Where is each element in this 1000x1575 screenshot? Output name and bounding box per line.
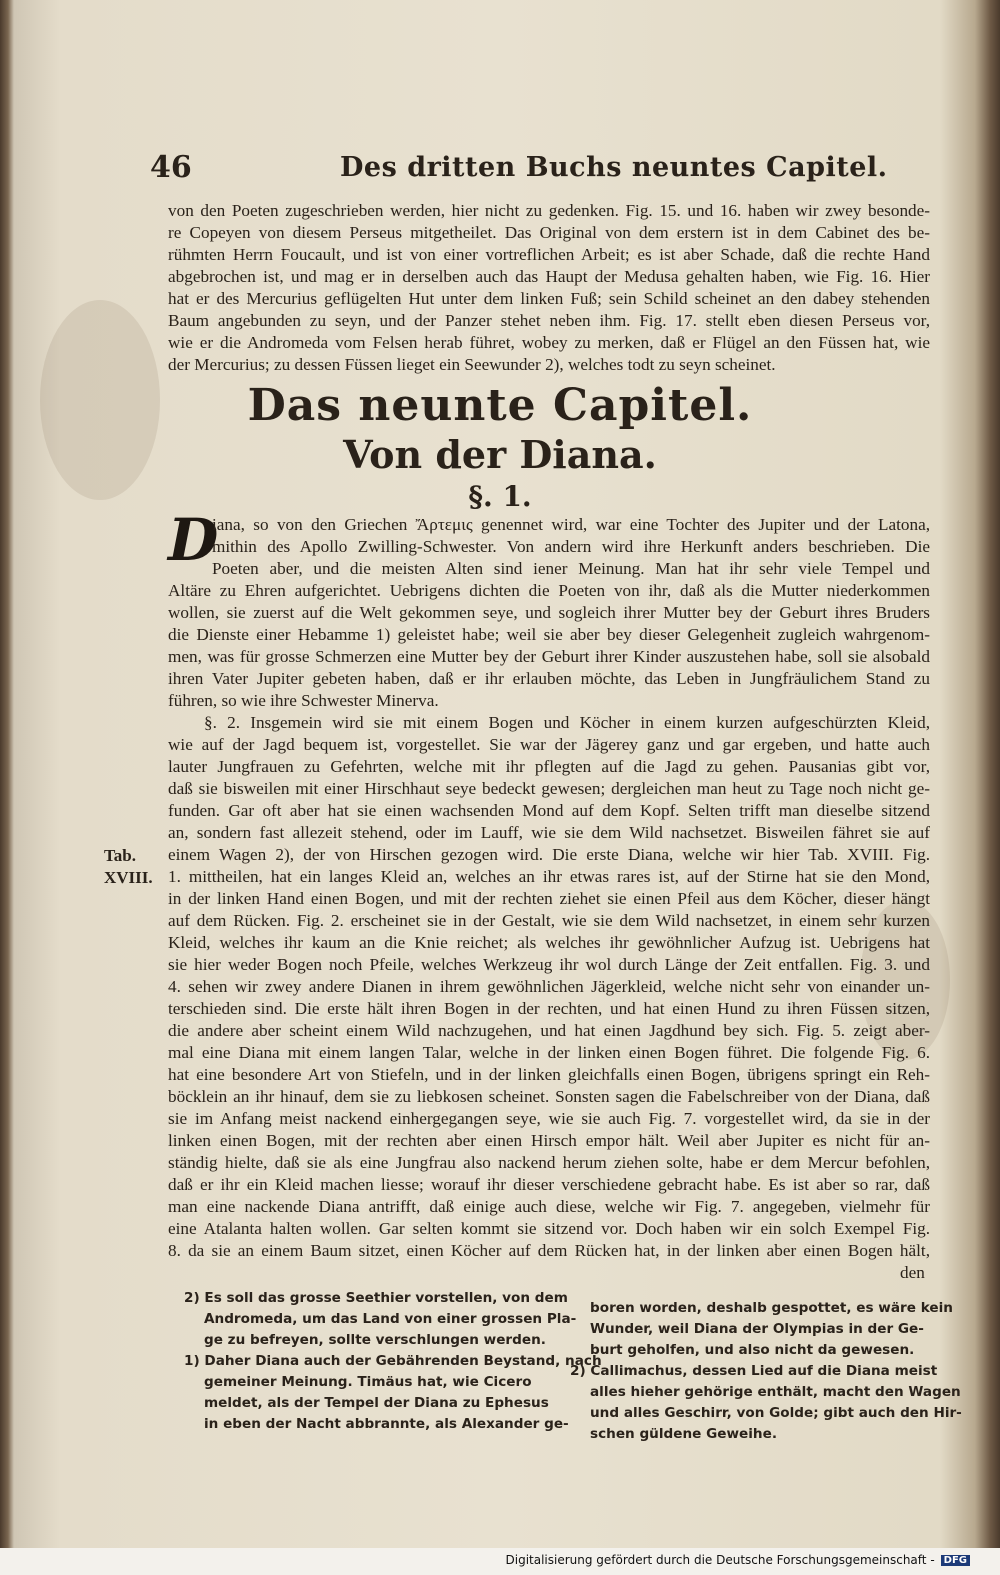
text-line: böcklein an ihr hinauf, dem sie zu liebkosen scheinet. Sonsten sagen die Fabelschreiber von der Diana, daß <box>168 1087 930 1106</box>
footnote-line: boren worden, deshalb gespottet, es wäre kein <box>590 1300 953 1316</box>
text-line: men, was für grosse Schmerzen eine Mutter bey der Geburt ihrer Kinder auszustehen habe, soll sie alsobald <box>168 647 930 666</box>
text-line: wollen, sie zuerst auf die Welt gekommen seye, und sogleich ihrer Mutter bey der Geburt ihres Bruders <box>168 603 930 622</box>
footnote-line: gemeiner Meinung. Timäus hat, wie Cicero <box>204 1374 532 1390</box>
text-line: linken einen Bogen, mit der rechten aber einen Hirsch empor hält. Weil aber Jupiter es nicht für an- <box>168 1131 930 1150</box>
page-number: 46 <box>150 150 192 185</box>
text-line: Kleid, welches ihr kaum an die Knie reichet; als welches ihr gewöhnlicher Aufzug ist. Uebrigens hat <box>168 933 930 952</box>
text-line: mithin des Apollo Zwilling-Schwester. Von andern wird ihre Herkunft anders beschrieben. Die <box>212 537 930 556</box>
text-line: ihren Vater Jupiter gebeten haben, daß er ihr erlauben möchte, das Leben in Jungfräulichem Stand zu <box>168 669 930 688</box>
page-header <box>150 150 940 194</box>
text-line: hat eine besondere Art von Stiefeln, und in der linken gleichfalls einen Bogen, übrigens springt ein Reh- <box>168 1065 930 1084</box>
text-line: rühmten Herrn Foucault, und ist von einer vortreflichen Arbeit; es ist aber Schade, daß die rechte Hand <box>168 245 930 264</box>
text-line: funden. Gar oft aber hat sie einen wachsenden Mond auf dem Kopf. Selten trifft man dieselbe sitzend <box>168 801 930 820</box>
text-line: re Copeyen von diesem Perseus mitgetheilet. Das Original von dem erstern ist in dem Cabinet des be- <box>168 223 930 242</box>
text-line: man eine nackende Diana antrifft, daß einige auch diese, welche wir Fig. 7. angegeben, vielmehr für <box>168 1197 930 1216</box>
digitization-credit-bar <box>0 1548 1000 1575</box>
text-line: die Dienste einer Hebamme 1) geleistet habe; weil sie aber bey dieser Gelegenheit zugleich wahrgenom- <box>168 625 930 644</box>
text-line: Baum angebunden zu seyn, und der Panzer stehet neben ihm. Fig. 17. stellt eben diesen Perseus vor, <box>168 311 930 330</box>
text-line: terschieden sind. Die erste hält ihren Bogen in der rechten, und hat einen Hund zu ihren Füssen sitzen, <box>168 999 930 1018</box>
footnote-line: alles hieher gehörige enthält, macht den Wagen <box>590 1384 961 1400</box>
text-line: wie er die Andromeda vom Felsen herab führet, wobey zu merken, daß er Flügel an den Füssen hat, wie <box>168 333 930 352</box>
text-line: sie im Anfang meist nackend einhergegangen seye, wie sie auch Fig. 7. vorgestellet wird, da sie in der <box>168 1109 930 1128</box>
text-line: der Mercurius; zu dessen Füssen lieget ein Seewunder 2), welches todt zu seyn scheinet. <box>168 355 776 374</box>
digitization-credit <box>506 1553 971 1567</box>
text-line: in der linken Hand einen Bogen, und mit der rechten ziehet sie einen Pfeil aus dem Köcher, dieser hängt <box>168 889 930 908</box>
drop-cap: D <box>168 506 219 574</box>
footnote-line: 1) Daher Diana auch der Gebährenden Beystand, nach <box>184 1353 602 1369</box>
footnote-line: schen güldene Geweihe. <box>590 1426 777 1442</box>
margin-note-tab: Tab. <box>104 846 136 865</box>
text-line: Poeten aber, und die meisten Alten sind iener Meinung. Man hat ihr sehr viele Tempel und <box>212 559 930 578</box>
text-line: ständig hielte, daß sie als eine Jungfrau also nackend herum ziehen solte, habe er dem Mercur befohlen, <box>168 1153 930 1172</box>
chapter-title: Das neunte Capitel. <box>247 380 753 431</box>
text-line: die andere aber scheint einem Wild nachzugehen, und hat einen Jagdhund bey sich. Fig. 5. zeigt aber- <box>168 1021 930 1040</box>
section-mark: §. 1. <box>468 480 532 513</box>
text-line: iana, so von den Griechen Ἄρτεμις genennet wird, war eine Tochter des Jupiter und der Latona, <box>212 515 930 534</box>
text-line: wie auf der Jagd bequem ist, vorgestellet. Sie war der Jägerey ganz und gar ergeben, und hatte auch <box>168 735 930 754</box>
footnote-line: in eben der Nacht abbrannte, als Alexander ge- <box>204 1416 569 1432</box>
text-line: lauter Jungfrauen zu Gefehrten, welche mit ihr pflegten auf die Jagd zu gehen. Pausanias gibt vor, <box>168 757 930 776</box>
chapter-subtitle: Von der Diana. <box>343 432 657 477</box>
text-line: an, sondern fast allezeit stehend, oder im Lauff, wie sie dem Wild nachsetzet. Bisweilen fähret sie auf <box>168 823 930 842</box>
text-line: daß er ihr ein Kleid machen liesse; worauf ihr dieser verschiedene gebracht habe. Es ist aber so rar, daß <box>168 1175 930 1194</box>
text-line: sie hier weder Bogen noch Pfeile, welches Werkzeug ihr wol durch Länge der Zeit entfallen. Fig. 3. und <box>168 955 930 974</box>
footnote-line: 2) Es soll das grosse Seethier vorstellen, von dem <box>184 1290 568 1306</box>
footnote-line: meldet, als der Tempel der Diana zu Ephesus <box>204 1395 549 1411</box>
text-line: hat er des Mercurius geflügelten Hut unter dem linken Fuß; sein Schild scheinet an den dabey stehenden <box>168 289 930 308</box>
text-line: abgebrochen ist, und mag er in derselben auch das Haupt der Medusa gehalten haben, wie Fig. 16. Hier <box>168 267 930 286</box>
text-line: daß sie bisweilen mit einer Hirschhaut seye bedeckt gewesen; dergleichen man heut zu Tage noch nicht ge- <box>168 779 930 798</box>
text-line: 8. da sie an einem Baum sitzet, einen Köcher auf dem Rücken hat, in der linken aber einen Bogen hält, <box>168 1241 930 1260</box>
footnote-line: Andromeda, um das Land von einer grossen Pla- <box>204 1311 577 1327</box>
text-line: auf dem Rücken. Fig. 2. erscheinet sie in der Gestalt, wie sie dem Wild nachsetzet, in einem sehr kurzen <box>168 911 930 930</box>
running-head: Des dritten Buchs neuntes Capitel. <box>340 152 888 183</box>
footnote-line: burt geholfen, und also nicht da gewesen. <box>590 1342 915 1358</box>
margin-note-plate: XVIII. <box>104 868 153 887</box>
footnote-line: und alles Geschirr, von Golde; gibt auch den Hir- <box>590 1405 962 1421</box>
text-line: führen, so wie ihre Schwester Minerva. <box>168 691 439 710</box>
footnote-line: ge zu befreyen, sollte verschlungen werden. <box>204 1332 546 1348</box>
text-line: einem Wagen 2), der von Hirschen gezogen wird. Die erste Diana, welche wir hier Tab. XVIII. Fig. <box>168 845 930 864</box>
digitization-credit-text: Digitalisierung gefördert durch die Deutsche Forschungsgemeinschaft - <box>505 1553 935 1567</box>
footnote-line: 2) Callimachus, dessen Lied auf die Diana meist <box>570 1363 938 1379</box>
dfg-logo: DFG <box>941 1555 970 1566</box>
text-line: §. 2. Insgemein wird sie mit einem Bogen und Köcher in einem kurzen aufgeschürzten Kleid, <box>204 713 930 732</box>
catchword: den <box>900 1263 925 1282</box>
footnote-line: Wunder, weil Diana der Olympias in der Ge- <box>590 1321 924 1337</box>
text-line: 4. sehen wir zwey andere Dianen in ihrem gewöhnlichen Jägerkleid, welche nicht sehr von einander un- <box>168 977 930 996</box>
text-line: Altäre zu Ehren aufgerichtet. Uebrigens dichten die Poeten von ihr, daß als die Mutter niederkommen <box>168 581 930 600</box>
text-line: mal eine Diana mit einem langen Talar, welche in der linken einen Bogen führet. Die folgende Fig. 6. <box>168 1043 930 1062</box>
text-line: von den Poeten zugeschrieben werden, hier nicht zu gedenken. Fig. 15. und 16. haben wir zwey besonde- <box>168 201 930 220</box>
text-line: 1. mittheilen, hat ein langes Kleid an, welches an ihr etwas rares ist, auf der Stirne hat sie den Mond, <box>168 867 930 886</box>
text-line: eine Atalanta halten wollen. Gar selten kommt sie sitzend vor. Doch haben wir ein solch Exempel Fig. <box>168 1219 930 1238</box>
